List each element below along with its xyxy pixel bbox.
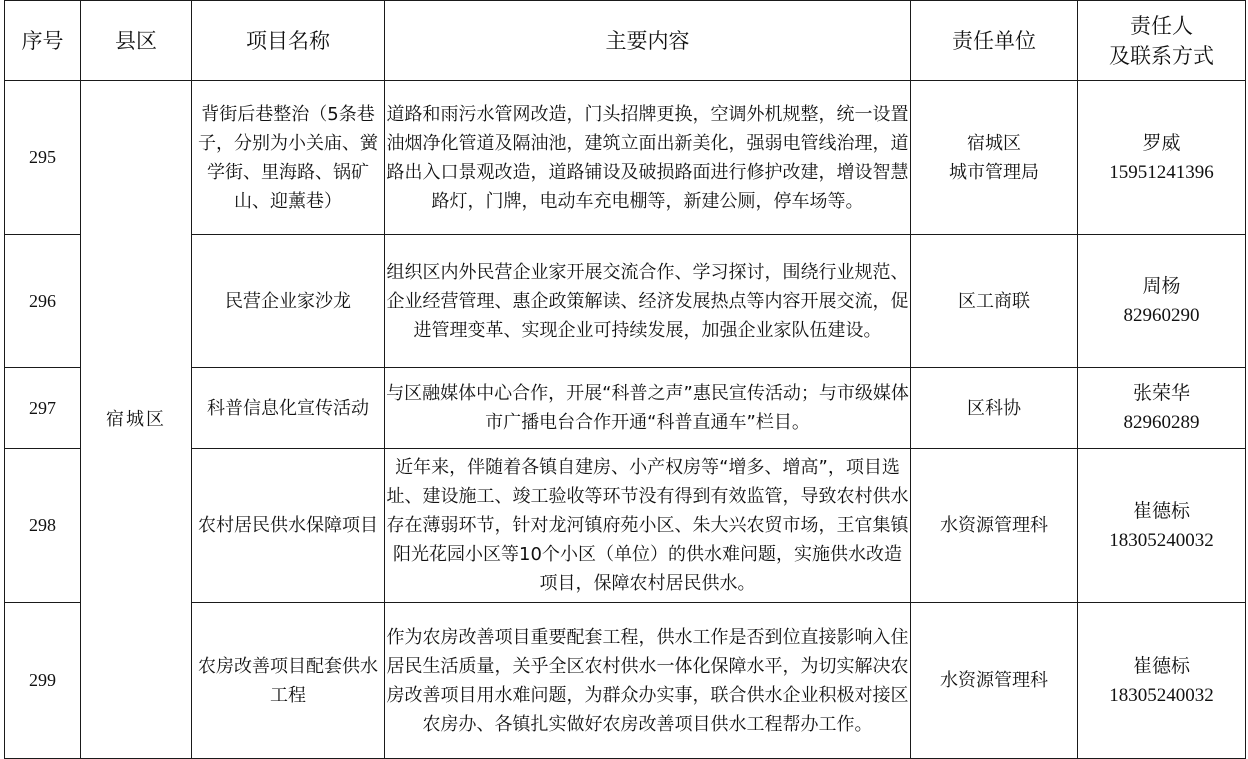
header-unit: 责任单位	[911, 1, 1078, 81]
table-row	[5, 235, 1246, 368]
row-seq: 298	[5, 449, 81, 603]
row-project: 民营企业家沙龙	[192, 235, 385, 368]
header-row	[5, 1, 1246, 81]
row-content: 与区融媒体中心合作，开展“科普之声”惠民宣传活动；与市级媒体市广播电台合作开通“科普直通车”栏目。	[385, 368, 911, 449]
row-content: 作为农房改善项目重要配套工程，供水工作是否到位直接影响入住居民生活质量，关乎全区农村供水一体化保障水平，为切实解决农房改善项目用水难问题，为群众办实事，联合供水企业积极对接区农房办、各镇扎实做好农房改善项目供水工程帮办工作。	[385, 603, 911, 759]
row-content: 近年来，伴随着各镇自建房、小产权房等“增多、增高”，项目选址、建设施工、竣工验收等环节没有得到有效监管，导致农村供水存在薄弱环节，针对龙河镇府苑小区、朱大兴农贸市场，王官集镇阳光花园小区等10个小区（单位）的供水难问题，实施供水改造项目，保障农村居民供水。	[385, 449, 911, 603]
row-person: 张荣华	[1132, 382, 1190, 404]
header-seq: 序号	[5, 1, 81, 81]
row-person: 罗威	[1142, 131, 1181, 154]
row-unit-line2: 城市管理局	[949, 161, 1039, 183]
row-content: 组织区内外民营企业家开展交流合作、学习探讨，围绕行业规范、企业经营管理、惠企政策解读、经济发展热点等内容开展交流，促进管理变革、实现企业可持续发展，加强企业家队伍建设。	[385, 235, 911, 368]
row-person-cell	[1078, 81, 1246, 235]
table-row	[5, 603, 1246, 759]
row-seq: 299	[5, 603, 81, 759]
table-row	[5, 81, 1246, 235]
row-person: 崔德标	[1132, 499, 1190, 522]
row-seq: 296	[5, 235, 81, 368]
row-unit-line1: 宿城区	[967, 132, 1021, 154]
row-unit: 区科协	[911, 368, 1078, 449]
row-person: 崔德标	[1132, 654, 1190, 677]
row-person-cell	[1078, 368, 1246, 449]
row-seq: 297	[5, 368, 81, 449]
row-unit: 区工商联	[911, 235, 1078, 368]
row-person: 周杨	[1142, 275, 1181, 297]
project-table	[4, 0, 1246, 759]
row-person-cell	[1078, 449, 1246, 603]
header-person-line1: 责任人	[1130, 13, 1193, 38]
row-content: 道路和雨污水管网改造，门头招牌更换，空调外机规整，统一设置油烟净化管道及隔油池，建筑立面出新美化，强弱电管线治理，道路出入口景观改造，道路铺设及破损路面进行修护改建，增设智慧路灯，门牌，电动车充电棚等，新建公厕，停车场等。	[385, 81, 911, 235]
row-phone: 18305240032	[1109, 529, 1214, 551]
row-person-cell	[1078, 603, 1246, 759]
row-phone: 15951241396	[1109, 161, 1214, 183]
row-phone: 82960289	[1123, 412, 1200, 433]
row-project: 背街后巷整治（5条巷子，分别为小关庙、黉学街、里海路、锅矿山、迎薰巷）	[192, 81, 385, 235]
row-seq: 295	[5, 81, 81, 235]
header-project: 项目名称	[192, 1, 385, 81]
row-unit	[911, 81, 1078, 235]
row-phone: 18305240032	[1109, 684, 1214, 706]
table-row	[5, 449, 1246, 603]
row-unit: 水资源管理科	[911, 603, 1078, 759]
county-cell: 宿城区	[81, 81, 192, 759]
row-unit: 水资源管理科	[911, 449, 1078, 603]
row-person-cell	[1078, 235, 1246, 368]
row-project: 科普信息化宣传活动	[192, 368, 385, 449]
row-project: 农房改善项目配套供水工程	[192, 603, 385, 759]
header-person-line2: 及联系方式	[1109, 43, 1214, 68]
header-person	[1078, 1, 1246, 81]
header-content: 主要内容	[385, 1, 911, 81]
table-row	[5, 368, 1246, 449]
row-phone: 82960290	[1123, 305, 1200, 326]
row-project: 农村居民供水保障项目	[192, 449, 385, 603]
header-county: 县区	[81, 1, 192, 81]
